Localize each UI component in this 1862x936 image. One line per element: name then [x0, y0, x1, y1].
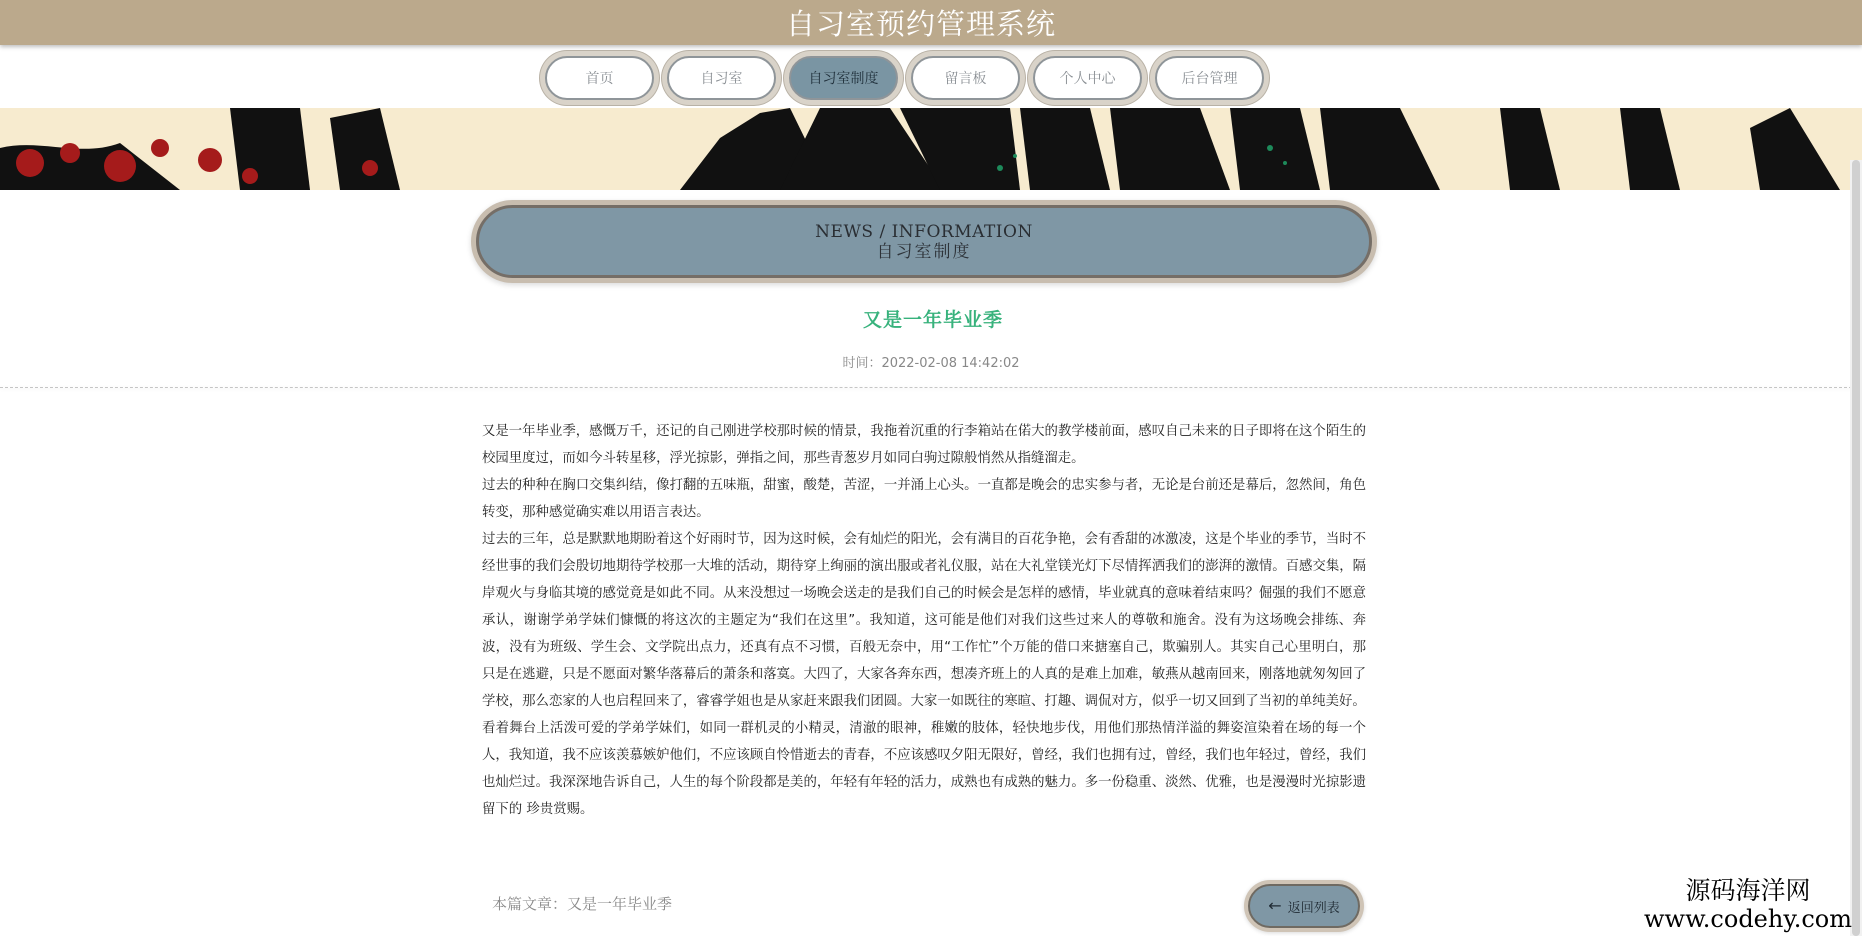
nav-item-study-room-rules[interactable]: 自习室制度	[789, 56, 898, 100]
section-title-en: NEWS / INFORMATION	[815, 221, 1033, 242]
banner-silhouette-graphic	[0, 108, 1862, 190]
app-title: 自习室预约管理系统	[785, 7, 1056, 41]
divider	[0, 387, 1862, 388]
article-paragraph: 又是一年毕业季，感慨万千，还记的自己刚进学校那时候的情景，我拖着沉重的行李箱站在偌大的教学楼前面，感叹自己未来的日子即将在这个陌生的校园里度过，而如今斗转星移，浮光掠影，弹指之间，那些青葱岁月如同白驹过隙般悄然从指缝溜走。	[482, 424, 1366, 466]
article-paragraph: 过去的三年，总是默默地期盼着这个好雨时节，因为这时候，会有灿烂的阳光，会有满目的百花争艳，会有香甜的冰激凌，这是个毕业的季节，当时不经世事的我们会殷切地期待学校那一大堆的活动，期待穿上绚丽的演出服或者礼仪服，站在大礼堂镁光灯下尽情挥洒我们的澎湃的激情。百感交集，隔岸观火与身临其境的感觉竟是如此不同。从来没想过一场晚会送走的是我们自己的时候会是怎样的感情，毕业就真的意味着结束吗？倔强的我们不愿意承认，谢谢学弟学妹们慷慨的将这次的主题定为“我们在这里”。我知道，这可能是他们对我们这些过来人的尊敬和施舍。没有为这场晚会排练、奔波，没有为班级、学生会、文学院出点力，还真有点不习惯，百般无奈中，用“工作忙”个万能的借口来搪塞自己，欺骗别人。其实自己心里明白，那只是在逃避，只是不愿面对繁华落幕后的萧条和落寞。大四了，大家各奔东西，想凑齐班上的人真的是难上加难，敏燕从越南回来，刚落地就匆匆回了学校，那么恋家的人也启程回来了，睿睿学姐也是从家赶来跟我们团圆。大家一如既往的寒暄、打趣、调侃对方，似乎一切又回到了当初的单纯美好。	[482, 532, 1366, 709]
article-paragraph: 过去的种种在胸口交集纠结，像打翻的五味瓶，甜蜜，酸楚，苦涩，一并涌上心头。一直都是晚会的忠实参与者，无论是台前还是幕后，忽然间，角色转变，那种感觉确实难以用语言表达。	[482, 478, 1366, 520]
section-header	[476, 205, 1372, 278]
article-time: 时间：2022-02-08 14:42:02	[842, 356, 1020, 371]
nav-item-home[interactable]: 首页	[545, 56, 654, 100]
article-body	[482, 418, 1366, 823]
back-to-list-label: 返回列表	[1287, 900, 1340, 916]
nav-item-personal-center[interactable]: 个人中心	[1033, 56, 1142, 100]
watermark	[1644, 877, 1852, 933]
nav-item-study-room[interactable]: 自习室	[667, 56, 776, 100]
main-nav	[545, 50, 1264, 102]
scrollbar-thumb[interactable]	[1852, 160, 1860, 936]
header-bar	[0, 0, 1862, 45]
article-title: 又是一年毕业季	[862, 309, 1003, 331]
current-article-label: 本篇文章：又是一年毕业季	[492, 895, 673, 913]
nav-item-message-board[interactable]: 留言板	[911, 56, 1020, 100]
watermark-line2: www.codehy.com	[1644, 905, 1852, 933]
arrow-left-icon: ←	[1268, 896, 1282, 915]
nav-item-admin[interactable]: 后台管理	[1155, 56, 1264, 100]
watermark-line1: 源码海洋网	[1685, 876, 1811, 905]
article-paragraph: 看着舞台上活泼可爱的学弟学妹们，如同一群机灵的小精灵，清澈的眼神，稚嫩的肢体，轻快地步伐，用他们那热情洋溢的舞姿渲染着在场的每一个人，我知道，我不应该羡慕嫉妒他们，不应该顾自怜惜逝去的青春，不应该感叹夕阳无限好，曾经，我们也拥有过，曾经，我们也年轻过，曾经，我们也灿烂过。我深深地告诉自己，人生的每个阶段都是美的，年轻有年轻的活力，成熟也有成熟的魅力。多一份稳重、淡然、优雅，也是漫漫时光掠影遗留下的 珍贵赏赐。	[482, 721, 1366, 817]
section-title-cn: 自习室制度	[876, 241, 972, 262]
back-to-list-button[interactable]	[1248, 884, 1360, 928]
banner-image	[0, 108, 1862, 190]
scrollbar[interactable]	[1850, 160, 1862, 936]
